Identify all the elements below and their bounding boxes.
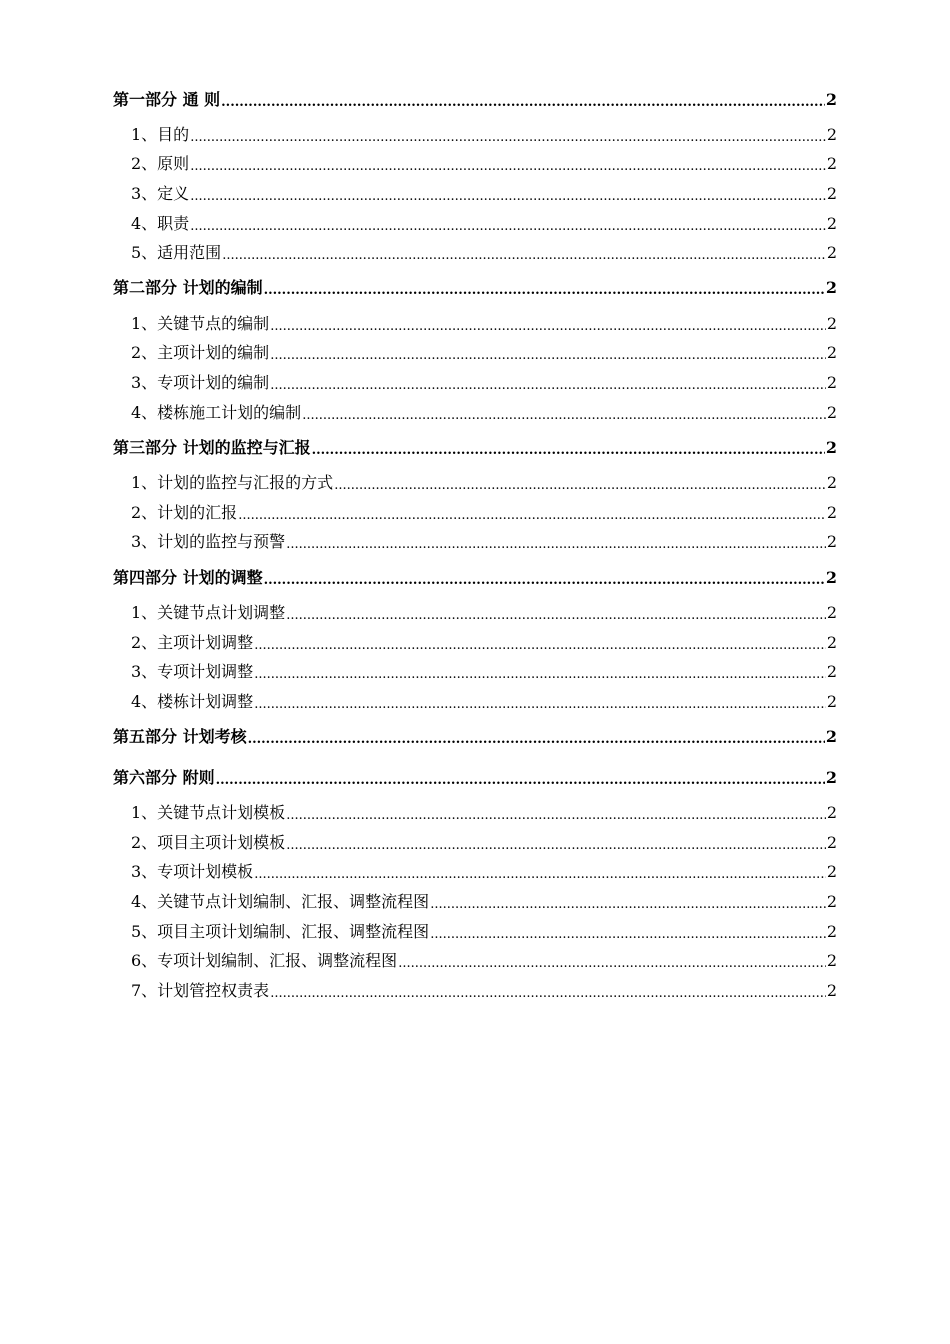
toc-item[interactable] [113, 528, 837, 558]
toc-item[interactable] [113, 687, 837, 717]
toc-item-title: 3、计划的监控与预警 [131, 532, 286, 552]
toc-page-number: 2 [825, 727, 837, 746]
toc-item[interactable] [113, 828, 837, 858]
toc-page-number: 2 [826, 892, 837, 912]
toc-item-title: 2、主项计划的编制 [131, 343, 270, 363]
toc-item-title: 3、专项计划模板 [131, 862, 254, 882]
toc-item[interactable] [113, 657, 837, 687]
toc-page-number: 2 [826, 502, 837, 522]
toc-page-number: 2 [825, 89, 837, 109]
toc-page-number: 2 [826, 372, 837, 392]
toc-item[interactable] [113, 468, 837, 498]
dot-leader [254, 862, 826, 882]
toc-item[interactable] [113, 628, 837, 658]
toc-item-title: 3、专项计划调整 [131, 662, 254, 682]
toc-page-number: 2 [826, 662, 837, 682]
toc-item[interactable] [113, 238, 837, 268]
toc-page-number: 2 [826, 213, 837, 233]
toc-item-title: 7、计划管控权责表 [131, 980, 270, 1000]
toc-item-title: 2、计划的汇报 [131, 502, 238, 522]
dot-leader [286, 833, 826, 853]
toc-item-title: 4、楼栋计划调整 [131, 691, 254, 711]
dot-leader [222, 243, 826, 263]
toc-item[interactable] [113, 150, 837, 180]
toc-page-number: 2 [826, 473, 837, 493]
toc-page-number: 2 [826, 343, 837, 363]
toc-item-title: 6、专项计划编制、汇报、调整流程图 [131, 951, 398, 971]
toc-item[interactable] [113, 179, 837, 209]
toc-page-number: 2 [826, 862, 837, 882]
dot-leader [190, 125, 826, 145]
dot-leader [430, 922, 826, 942]
toc-item-title: 3、专项计划的编制 [131, 372, 270, 392]
toc-item[interactable] [113, 917, 837, 947]
toc-page-number: 2 [826, 532, 837, 552]
toc-page-number: 2 [826, 402, 837, 422]
dot-leader [270, 314, 826, 334]
toc-item[interactable] [113, 339, 837, 369]
toc-item[interactable] [113, 887, 837, 917]
toc-item[interactable] [113, 309, 837, 339]
toc-item-title: 3、定义 [131, 183, 190, 203]
dot-leader [286, 532, 826, 552]
toc-item[interactable] [113, 946, 837, 976]
toc-page-number: 2 [825, 768, 837, 787]
dot-leader [248, 727, 825, 747]
toc-item-title: 1、计划的监控与汇报的方式 [131, 473, 334, 493]
dot-leader [302, 403, 826, 423]
dot-leader [254, 633, 826, 653]
toc-page-number: 2 [825, 278, 837, 298]
toc-section-title: 第五部分 计划考核 [113, 727, 247, 746]
toc-item[interactable] [113, 799, 837, 829]
toc-section[interactable] [113, 557, 837, 598]
toc-page-number: 2 [826, 124, 837, 144]
toc-page-number: 2 [826, 951, 837, 971]
toc-section[interactable] [113, 758, 837, 799]
toc-section[interactable] [113, 717, 837, 758]
toc-page-number: 2 [825, 567, 837, 587]
toc-section-title: 第四部分 计划的调整 [113, 567, 263, 587]
dot-leader [430, 892, 826, 912]
dot-leader [264, 568, 825, 588]
toc-item-title: 1、关键节点计划模板 [131, 803, 286, 823]
toc-item[interactable] [113, 858, 837, 888]
toc-section-title: 第六部分 附则 [113, 768, 215, 787]
toc-page-number: 2 [826, 980, 837, 1000]
dot-leader [264, 278, 825, 298]
toc-item-title: 4、职责 [131, 213, 190, 233]
toc-section-title: 第一部分 通 则 [113, 89, 221, 109]
toc-page-number: 2 [826, 183, 837, 203]
toc-section[interactable] [113, 268, 837, 309]
toc-page-number: 2 [826, 921, 837, 941]
dot-leader [216, 768, 825, 788]
toc-item-title: 5、适用范围 [131, 243, 222, 263]
toc-item-title: 5、项目主项计划编制、汇报、调整流程图 [131, 921, 430, 941]
dot-leader [334, 473, 826, 493]
toc-item-title: 2、项目主项计划模板 [131, 832, 286, 852]
toc-page-number: 2 [826, 803, 837, 823]
dot-leader [221, 90, 825, 110]
dot-leader [270, 981, 826, 1001]
toc-item[interactable] [113, 209, 837, 239]
toc-item[interactable] [113, 498, 837, 528]
toc-item-title: 4、关键节点计划编制、汇报、调整流程图 [131, 892, 430, 912]
toc-page-number: 2 [825, 437, 837, 457]
toc-section-title: 第三部分 计划的监控与汇报 [113, 437, 311, 457]
dot-leader [270, 343, 826, 363]
toc-item[interactable] [113, 398, 837, 428]
toc-item[interactable] [113, 976, 837, 1006]
dot-leader [190, 214, 826, 234]
toc-page-number: 2 [826, 832, 837, 852]
toc-page-number: 2 [826, 243, 837, 263]
toc-page-number: 2 [826, 313, 837, 333]
toc-item-title: 4、楼栋施工计划的编制 [131, 402, 302, 422]
dot-leader [254, 692, 826, 712]
toc-page-number: 2 [826, 632, 837, 652]
dot-leader [190, 154, 826, 174]
toc-page-number: 2 [826, 154, 837, 174]
dot-leader [238, 503, 826, 523]
dot-leader [312, 438, 825, 458]
dot-leader [398, 951, 826, 971]
toc-item[interactable] [113, 120, 837, 150]
dot-leader [270, 373, 826, 393]
toc-page-number: 2 [826, 691, 837, 711]
toc-item[interactable] [113, 368, 837, 398]
dot-leader [286, 603, 826, 623]
toc-section[interactable] [113, 427, 837, 468]
toc-item-title: 2、主项计划调整 [131, 632, 254, 652]
toc-item-title: 2、原则 [131, 154, 190, 174]
toc-page-number: 2 [826, 602, 837, 622]
dot-leader [286, 803, 826, 823]
table-of-contents [113, 79, 837, 1006]
toc-item[interactable] [113, 598, 837, 628]
toc-section[interactable] [113, 79, 837, 120]
dot-leader [254, 662, 826, 682]
toc-item-title: 1、关键节点计划调整 [131, 602, 286, 622]
toc-item-title: 1、目的 [131, 124, 190, 144]
dot-leader [190, 184, 826, 204]
toc-section-title: 第二部分 计划的编制 [113, 278, 263, 298]
toc-item-title: 1、关键节点的编制 [131, 313, 270, 333]
